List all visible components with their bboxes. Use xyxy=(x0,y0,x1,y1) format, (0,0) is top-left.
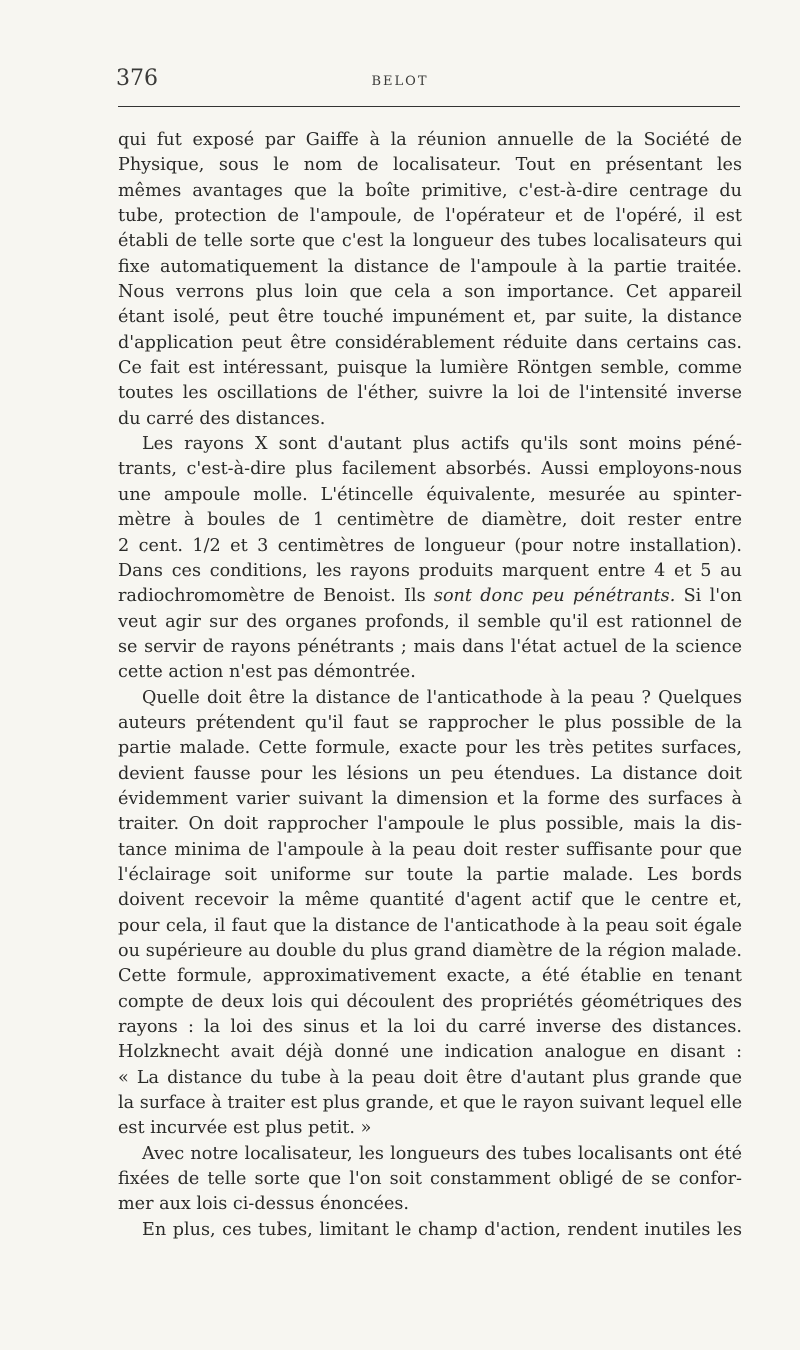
text-line xyxy=(118,128,742,153)
text-line-content: évidemment varier suivant la dimension et la forme des surfaces à xyxy=(118,788,742,809)
text-line-content: mer aux lois ci-dessus énoncées. xyxy=(118,1194,409,1215)
text-line xyxy=(118,457,742,482)
text-line-content: Les rayons X sont d'autant plus actifs qu'ils sont moins péné- xyxy=(142,434,742,455)
text-line xyxy=(118,1066,742,1091)
page-number: 376 xyxy=(116,66,158,91)
text-line xyxy=(118,787,742,812)
text-line-content: compte de deux lois qui découlent des propriétés géométriques des xyxy=(118,991,742,1012)
text-line-content: rayons : la loi des sinus et la loi du carré inverse des distances. xyxy=(118,1017,742,1038)
text-line-content: établi de telle sorte que c'est la longueur des tubes localisateurs qui xyxy=(118,231,742,252)
text-line xyxy=(118,381,742,406)
text-line-content: Avec notre localisateur, les longueurs des tubes localisants ont été xyxy=(142,1143,742,1164)
header-rule xyxy=(118,106,740,107)
running-head: BELOT xyxy=(371,74,429,89)
text-line xyxy=(118,432,742,457)
text-line xyxy=(118,711,742,736)
text-line-content: Nous verrons plus loin que cela a son importance. Cet appareil xyxy=(118,282,742,303)
text-line-content: veut agir sur des organes profonds, il semble qu'il est rationnel de xyxy=(118,611,742,632)
text-line-content: partie malade. Cette formule, exacte pour les très petites surfaces, xyxy=(118,738,742,759)
text-line-content: Physique, sous le nom de localisateur. Tout en présentant les xyxy=(118,155,742,176)
text-line xyxy=(118,1091,742,1116)
text-line-content: « La distance du tube à la peau doit être d'autant plus grande que xyxy=(118,1067,742,1088)
text-line xyxy=(118,1167,742,1192)
text-line xyxy=(118,483,742,508)
text-line xyxy=(118,1015,742,1040)
text-line xyxy=(118,584,742,609)
text-line xyxy=(118,736,742,761)
text-line-content: ou supérieure au double du plus grand diamètre de la région malade. xyxy=(118,941,742,961)
text-line xyxy=(118,356,742,381)
text-line-content: tube, protection de l'ampoule, de l'opérateur et de l'opéré, il est xyxy=(118,206,742,227)
text-line-content: toutes les oscillations de l'éther, suivre la loi de l'intensité inverse xyxy=(118,383,742,404)
text-line xyxy=(118,1142,742,1167)
text-line xyxy=(118,1116,742,1141)
text-line xyxy=(118,229,742,254)
text-line-content: Dans ces conditions, les rayons produits marquent entre 4 et 5 au xyxy=(118,560,742,581)
text-line xyxy=(118,610,742,635)
text-line-content: 2 cent. 1/2 et 3 centimètres de longueur (pour notre installation). xyxy=(118,535,742,556)
text-line-content: En plus, ces tubes, limitant le champ d'action, rendent inutiles les xyxy=(142,1219,742,1240)
text-line-content: devient fausse pour les lésions un peu étendues. La distance doit xyxy=(118,763,742,784)
text-line-content: la surface à traiter est plus grande, et que le rayon suivant lequel elle xyxy=(118,1093,743,1114)
text-line-content: est incurvée est plus petit. » xyxy=(118,1118,372,1139)
text-line xyxy=(118,686,742,711)
text-line xyxy=(118,305,742,330)
text-line-content: fixe automatiquement la distance de l'ampoule à la partie traitée. xyxy=(118,256,742,277)
text-line xyxy=(118,508,742,533)
text-line-tail: Si l'on xyxy=(683,586,742,607)
text-line xyxy=(118,812,742,837)
text-line xyxy=(118,153,742,178)
text-line-content: mêmes avantages que la boîte primitive, c'est-à-dire centrage du xyxy=(118,180,742,201)
text-line-content: Holzknecht avait déjà donné une indication analogue en disant : xyxy=(118,1042,742,1063)
text-line-content: auteurs prétendent qu'il faut se rapprocher le plus possible de la xyxy=(118,712,742,733)
text-line-content: mètre à boules de 1 centimètre de diamètre, doit rester entre xyxy=(118,510,742,531)
text-line-content: Cette formule, approximativement exacte, a été établie en tenant xyxy=(118,966,742,987)
text-line xyxy=(118,179,742,204)
text-line xyxy=(118,660,742,685)
text-line xyxy=(118,863,742,888)
text-line xyxy=(118,331,742,356)
text-line-content: Ce fait est intéressant, puisque la lumière Röntgen semble, comme xyxy=(118,358,742,379)
text-line-content: d'application peut être considérablement réduite dans certains cas. xyxy=(118,332,742,353)
text-line xyxy=(118,762,742,787)
text-line xyxy=(118,1192,742,1217)
text-line xyxy=(118,1218,742,1243)
text-line-content: étant isolé, peut être touché impunément et, par suite, la distance xyxy=(118,307,742,328)
text-line-content: tance minima de l'ampoule à la peau doit rester suffisante pour que xyxy=(118,839,742,860)
text-line-content: trants, c'est-à-dire plus facilement absorbés. Aussi employons-nous xyxy=(118,459,742,480)
text-line xyxy=(118,280,742,305)
text-line-content: qui fut exposé par Gaiffe à la réunion annuelle de la Société de xyxy=(118,130,742,150)
text-line-content: cette action n'est pas démontrée. xyxy=(118,662,416,683)
text-line xyxy=(118,838,742,863)
text-line xyxy=(118,407,742,432)
text-line xyxy=(118,1040,742,1065)
text-line xyxy=(118,888,742,913)
text-line xyxy=(118,559,742,584)
italic-phrase: sont donc peu pénétrants. xyxy=(433,586,676,607)
text-line xyxy=(118,255,742,280)
text-line-content: se servir de rayons pénétrants ; mais dans l'état actuel de la science xyxy=(118,636,742,657)
text-line-content: une ampoule molle. L'étincelle équivalente, mesurée au spinter- xyxy=(118,484,742,505)
text-line-content: traiter. On doit rapprocher l'ampoule le plus possible, mais la dis- xyxy=(118,814,742,835)
text-line-content: du carré des distances. xyxy=(118,408,326,429)
text-line-content: Quelle doit être la distance de l'anticathode à la peau ? Quelques xyxy=(142,687,742,708)
text-line xyxy=(118,964,742,989)
text-line xyxy=(118,635,742,660)
text-line-content: doivent recevoir la même quantité d'agent actif que le centre et, xyxy=(118,890,742,911)
text-line xyxy=(118,914,742,939)
text-line xyxy=(118,204,742,229)
body-text xyxy=(118,128,742,1243)
text-line-content: fixées de telle sorte que l'on soit constamment obligé de se confor- xyxy=(118,1169,742,1190)
text-line-content: l'éclairage soit uniforme sur toute la partie malade. Les bords xyxy=(118,864,742,885)
text-line xyxy=(118,939,742,964)
text-line-content: radiochromomètre de Benoist. Ils xyxy=(118,586,426,607)
text-line xyxy=(118,990,742,1015)
text-line-content: pour cela, il faut que la distance de l'anticathode à la peau soit égale xyxy=(118,915,742,936)
text-line xyxy=(118,534,742,559)
